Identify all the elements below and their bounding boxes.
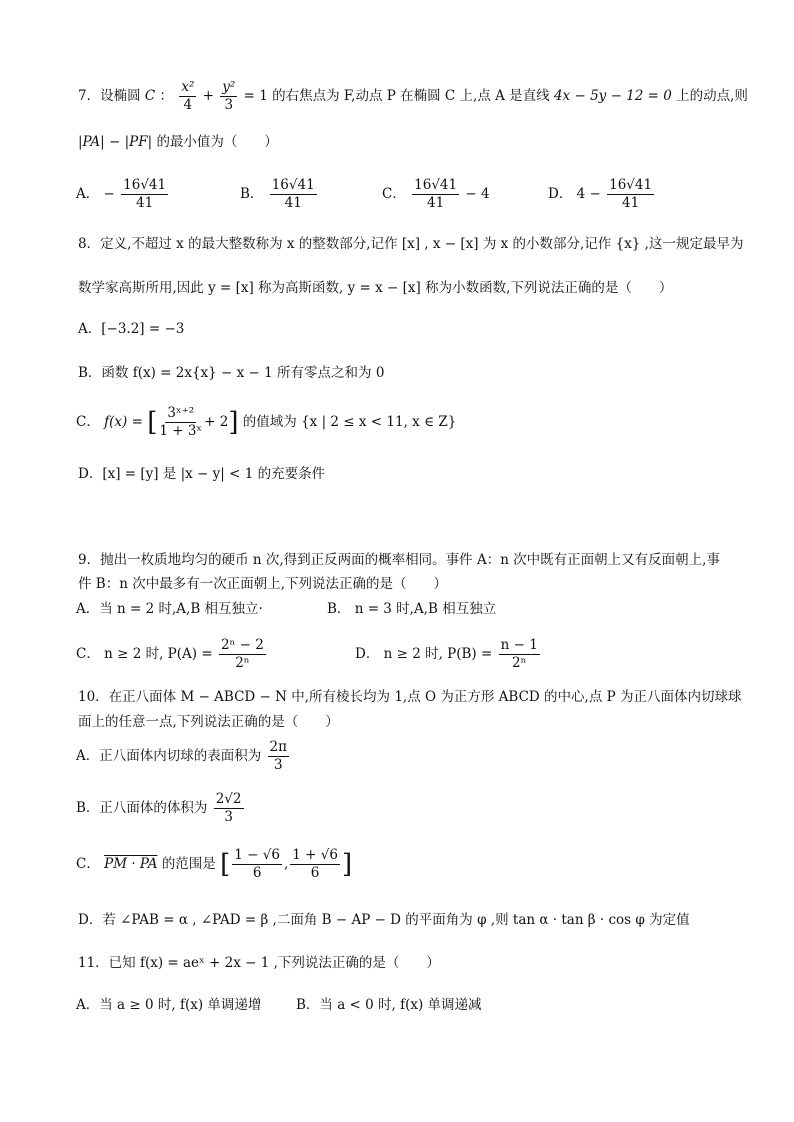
q7-opt-d-den: 41 — [622, 194, 640, 211]
q8-opt-c-plus: + 2 — [204, 413, 229, 430]
q8-option-a: A．[−3.2] = −3 — [78, 321, 185, 337]
q8-opt-c-tail: 的值域为 {x | 2 ≤ x < 11, x ∈ Z} — [242, 413, 457, 430]
q11-stem: 11．已知 f(x) = aeˣ + 2x − 1 ,下列说法正确的是（ ） — [78, 955, 440, 971]
q7-line-equation: 4x − 5y − 12 = 0 — [553, 87, 672, 104]
q7-opt-a-fraction — [121, 178, 168, 211]
q10-opt-c-comma: , — [283, 855, 289, 872]
q9-opt-d-fraction — [499, 638, 540, 671]
q8-opt-c-fraction — [159, 406, 202, 439]
q7-opt-a-num: 16√41 — [123, 177, 167, 193]
q9-opt-c-label: C． n ≥ 2 时, P(A) = — [76, 645, 213, 662]
q8-opt-c-num: 3ˣ⁺² — [167, 405, 195, 421]
q8-stem-line1: 8．定义,不超过 x 的最大整数称为 x 的整数部分,记作 [x] , x − [x] 为 x 的小数部分,记作 {x} ,这一规定最早为 — [78, 236, 744, 252]
q9-opt-c-den: 2ⁿ — [235, 654, 250, 671]
q7-opt-b-den: 41 — [284, 194, 302, 211]
q7-opt-a-label: A． — [76, 185, 100, 202]
q8-option-c: C． f(x) = [ $\frac{\text{3ˣ⁺²}}{\text{1 + 3ˣ}}$ + 2] 的值域为 {x | 2 ≤ x < 11, x ∈ Z} — [76, 405, 457, 439]
q10-option-c: C． PM · PA 的范围是 [ $\frac{1 - √6}{6}$ , $\frac{1 + √6}{6}$ ] — [76, 847, 353, 881]
q7-stem-tail: 的最小值为（ ） — [156, 134, 278, 150]
q10-opt-c-num1: 1 − √6 — [234, 847, 280, 863]
q9-option-d — [355, 638, 542, 671]
q7-opt-c-fraction — [412, 178, 459, 211]
q7-option-b — [240, 178, 319, 211]
q7-frac1-num: x² — [181, 79, 195, 95]
q8-opt-c-fx: f(x) = — [104, 413, 143, 430]
q7-opt-b-fraction — [270, 178, 317, 211]
q7-opt-c-tail: − 4 — [465, 185, 490, 202]
q9-opt-c-fraction — [219, 638, 266, 671]
q7-opt-d-head: 4 − — [576, 185, 601, 202]
q10-opt-c-fraction1 — [232, 848, 282, 881]
q10-opt-a-num: 2π — [269, 739, 288, 755]
q7-stem-part2: 的右焦点为 F,动点 P 在椭圆 C 上,点 A 是直线 — [272, 87, 550, 104]
q7-frac2-den: 3 — [224, 96, 234, 113]
q7-colon: ： — [159, 87, 174, 104]
q7-option-a — [76, 178, 170, 211]
q7-opt-b-label: B． — [240, 185, 264, 202]
q10-opt-b-num: 2√2 — [215, 791, 242, 807]
q11-option-a: A．当 a ≥ 0 时, f(x) 单调递增 — [76, 997, 262, 1013]
q9-opt-d-label: D． n ≥ 2 时, P(B) = — [355, 645, 493, 662]
q10-opt-c-den2: 6 — [310, 864, 320, 881]
q7-opt-c-den: 41 — [427, 194, 445, 211]
q7-opt-c-num: 16√41 — [414, 177, 458, 193]
q7-plus: + — [202, 87, 214, 104]
q9-opt-d-num: n − 1 — [500, 637, 538, 653]
q10-opt-c-label: C． — [76, 855, 100, 872]
q8-opt-c-den: 1 + 3ˣ — [159, 422, 203, 439]
q10-opt-b-label: B．正八面体的体积为 — [76, 799, 208, 816]
q10-opt-c-fraction2 — [290, 848, 340, 881]
q7-stem-part3: 上的动点,则 — [676, 87, 748, 104]
q7-option-d — [548, 178, 656, 211]
q9-stem-line1: 9．抛出一枚质地均匀的硬币 n 次,得到正反两面的概率相同。事件 A：n 次中既有正面朝上又有反面朝上,事 — [78, 552, 720, 568]
q10-opt-a-den: 3 — [273, 756, 283, 773]
q9-opt-c-num: 2ⁿ − 2 — [220, 637, 264, 653]
q8-opt-c-label: C． — [76, 413, 100, 430]
q7-eq1: = 1 — [243, 87, 268, 104]
q9-option-b: B． n = 3 时,A,B 相互独立 — [327, 601, 497, 617]
q10-opt-c-den1: 6 — [252, 864, 262, 881]
q7-opt-d-num: 16√41 — [609, 177, 653, 193]
q9-option-a: A．当 n = 2 时,A,B 相互独立· — [76, 601, 263, 617]
q7-expression: |PA| − |PF| — [78, 134, 153, 150]
q10-opt-c-mid: 的范围是 — [161, 855, 216, 872]
q10-opt-b-fraction — [214, 792, 244, 825]
q9-stem-line2: 件 B：n 次中最多有一次正面朝上,下列说法正确的是（ ） — [78, 576, 447, 592]
q7-curve-name: C — [144, 87, 156, 104]
q7-opt-c-label: C． — [382, 185, 406, 202]
q7-option-c — [382, 178, 490, 211]
q7-fraction-x — [179, 80, 196, 113]
q7-stem-line1 — [78, 80, 748, 113]
q7-opt-b-num: 16√41 — [271, 177, 315, 193]
q10-option-d: D．若 ∠PAB = α , ∠PAD = β ,二面角 B − AP − D 的平面角为 φ ,则 tan α · tan β · cos φ 为定值 — [78, 912, 690, 928]
q11-option-b: B．当 a < 0 时, f(x) 单调递减 — [296, 997, 482, 1013]
q8-stem-line2: 数学家高斯所用,因此 y = [x] 称为高斯函数, y = x − [x] 称为小数函数,下列说法正确的是（ ） — [78, 280, 673, 296]
q7-fraction-y — [220, 80, 237, 113]
q7-stem-line2 — [78, 136, 278, 150]
q10-stem-line2: 面上的任意一点,下列说法正确的是（ ） — [78, 714, 339, 730]
q10-stem-line1: 10．在正八面体 M − ABCD − N 中,所有棱长均为 1,点 O 为正方形 ABCD 的中心,点 P 为正八面体内切球球 — [78, 689, 742, 705]
q7-stem-part1: 7．设椭圆 — [78, 87, 141, 104]
q7-opt-a-sign: − — [103, 185, 115, 202]
q10-option-a — [76, 740, 291, 773]
q9-opt-d-den: 2ⁿ — [511, 654, 527, 671]
q10-opt-a-fraction — [268, 740, 289, 773]
q7-opt-d-fraction — [607, 178, 654, 211]
q9-option-c — [76, 638, 268, 671]
q7-frac1-den: 4 — [183, 96, 193, 113]
q10-opt-c-vector: PM · PA — [104, 855, 158, 872]
q7-frac2-num: y² — [222, 79, 236, 95]
q10-option-b — [76, 792, 246, 825]
q8-option-d: D．[x] = [y] 是 |x − y| < 1 的充要条件 — [78, 466, 326, 482]
q7-opt-d-label: D． — [548, 185, 573, 202]
q10-opt-c-num2: 1 + √6 — [292, 847, 338, 863]
q10-opt-a-label: A．正八面体内切球的表面积为 — [76, 747, 262, 764]
q10-opt-b-den: 3 — [224, 808, 233, 825]
q7-opt-a-den: 41 — [136, 194, 154, 211]
q8-option-b: B．函数 f(x) = 2x{x} − x − 1 所有零点之和为 0 — [78, 365, 385, 381]
